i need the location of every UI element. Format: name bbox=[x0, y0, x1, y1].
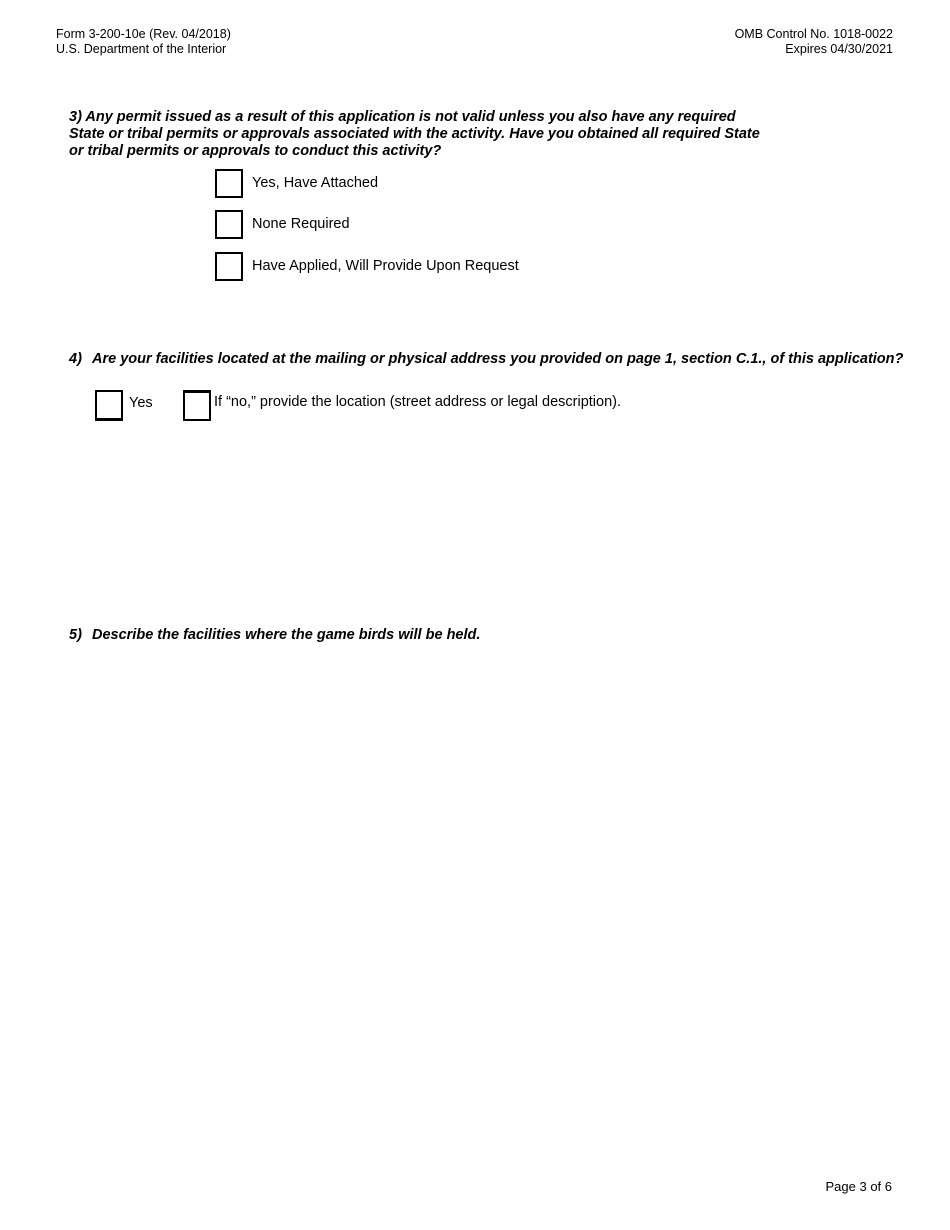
option-none-required-label: None Required bbox=[252, 216, 350, 232]
question-4-text: Are your facilities located at the mailing or physical address you provided on page 1, section C.1., of this application? bbox=[92, 351, 904, 367]
form-header-left bbox=[56, 27, 231, 57]
question-4 bbox=[69, 351, 903, 368]
option-yes-have-attached-label: Yes, Have Attached bbox=[252, 175, 379, 191]
checkbox-facilities-no[interactable] bbox=[183, 390, 211, 421]
omb-control-number: OMB Control No. 1018-0022 bbox=[734, 27, 893, 41]
facilities-no-label: If “no,” provide the location (street address or legal description). bbox=[214, 394, 622, 410]
option-have-applied-label: Have Applied, Will Provide Upon Request bbox=[252, 258, 519, 274]
question-4-number: 4) bbox=[69, 351, 82, 367]
department-name: U.S. Department of the Interior bbox=[56, 42, 227, 56]
page-number: Page 3 of 6 bbox=[825, 1179, 892, 1194]
checkbox-yes-have-attached[interactable] bbox=[215, 169, 243, 198]
checkbox-none-required[interactable] bbox=[215, 210, 243, 239]
question-5-number: 5) bbox=[69, 627, 82, 643]
question-3-text: 3) Any permit issued as a result of this application is not valid unless you also have any required State or tribal permits or approvals associated with the activity. Have you obtained all required State or tribal permits or approvals to conduct this activity? bbox=[69, 109, 760, 159]
question-5-text: Describe the facilities where the game birds will be held. bbox=[92, 627, 481, 643]
question-5 bbox=[69, 627, 480, 644]
form-header-right bbox=[735, 27, 893, 57]
checkbox-have-applied[interactable] bbox=[215, 252, 243, 281]
facilities-yes-label: Yes bbox=[129, 395, 153, 411]
form-number: Form 3-200-10e (Rev. 04/2018) bbox=[56, 27, 231, 41]
checkbox-facilities-yes[interactable] bbox=[95, 390, 123, 421]
expiration-date: Expires 04/30/2021 bbox=[785, 42, 893, 56]
